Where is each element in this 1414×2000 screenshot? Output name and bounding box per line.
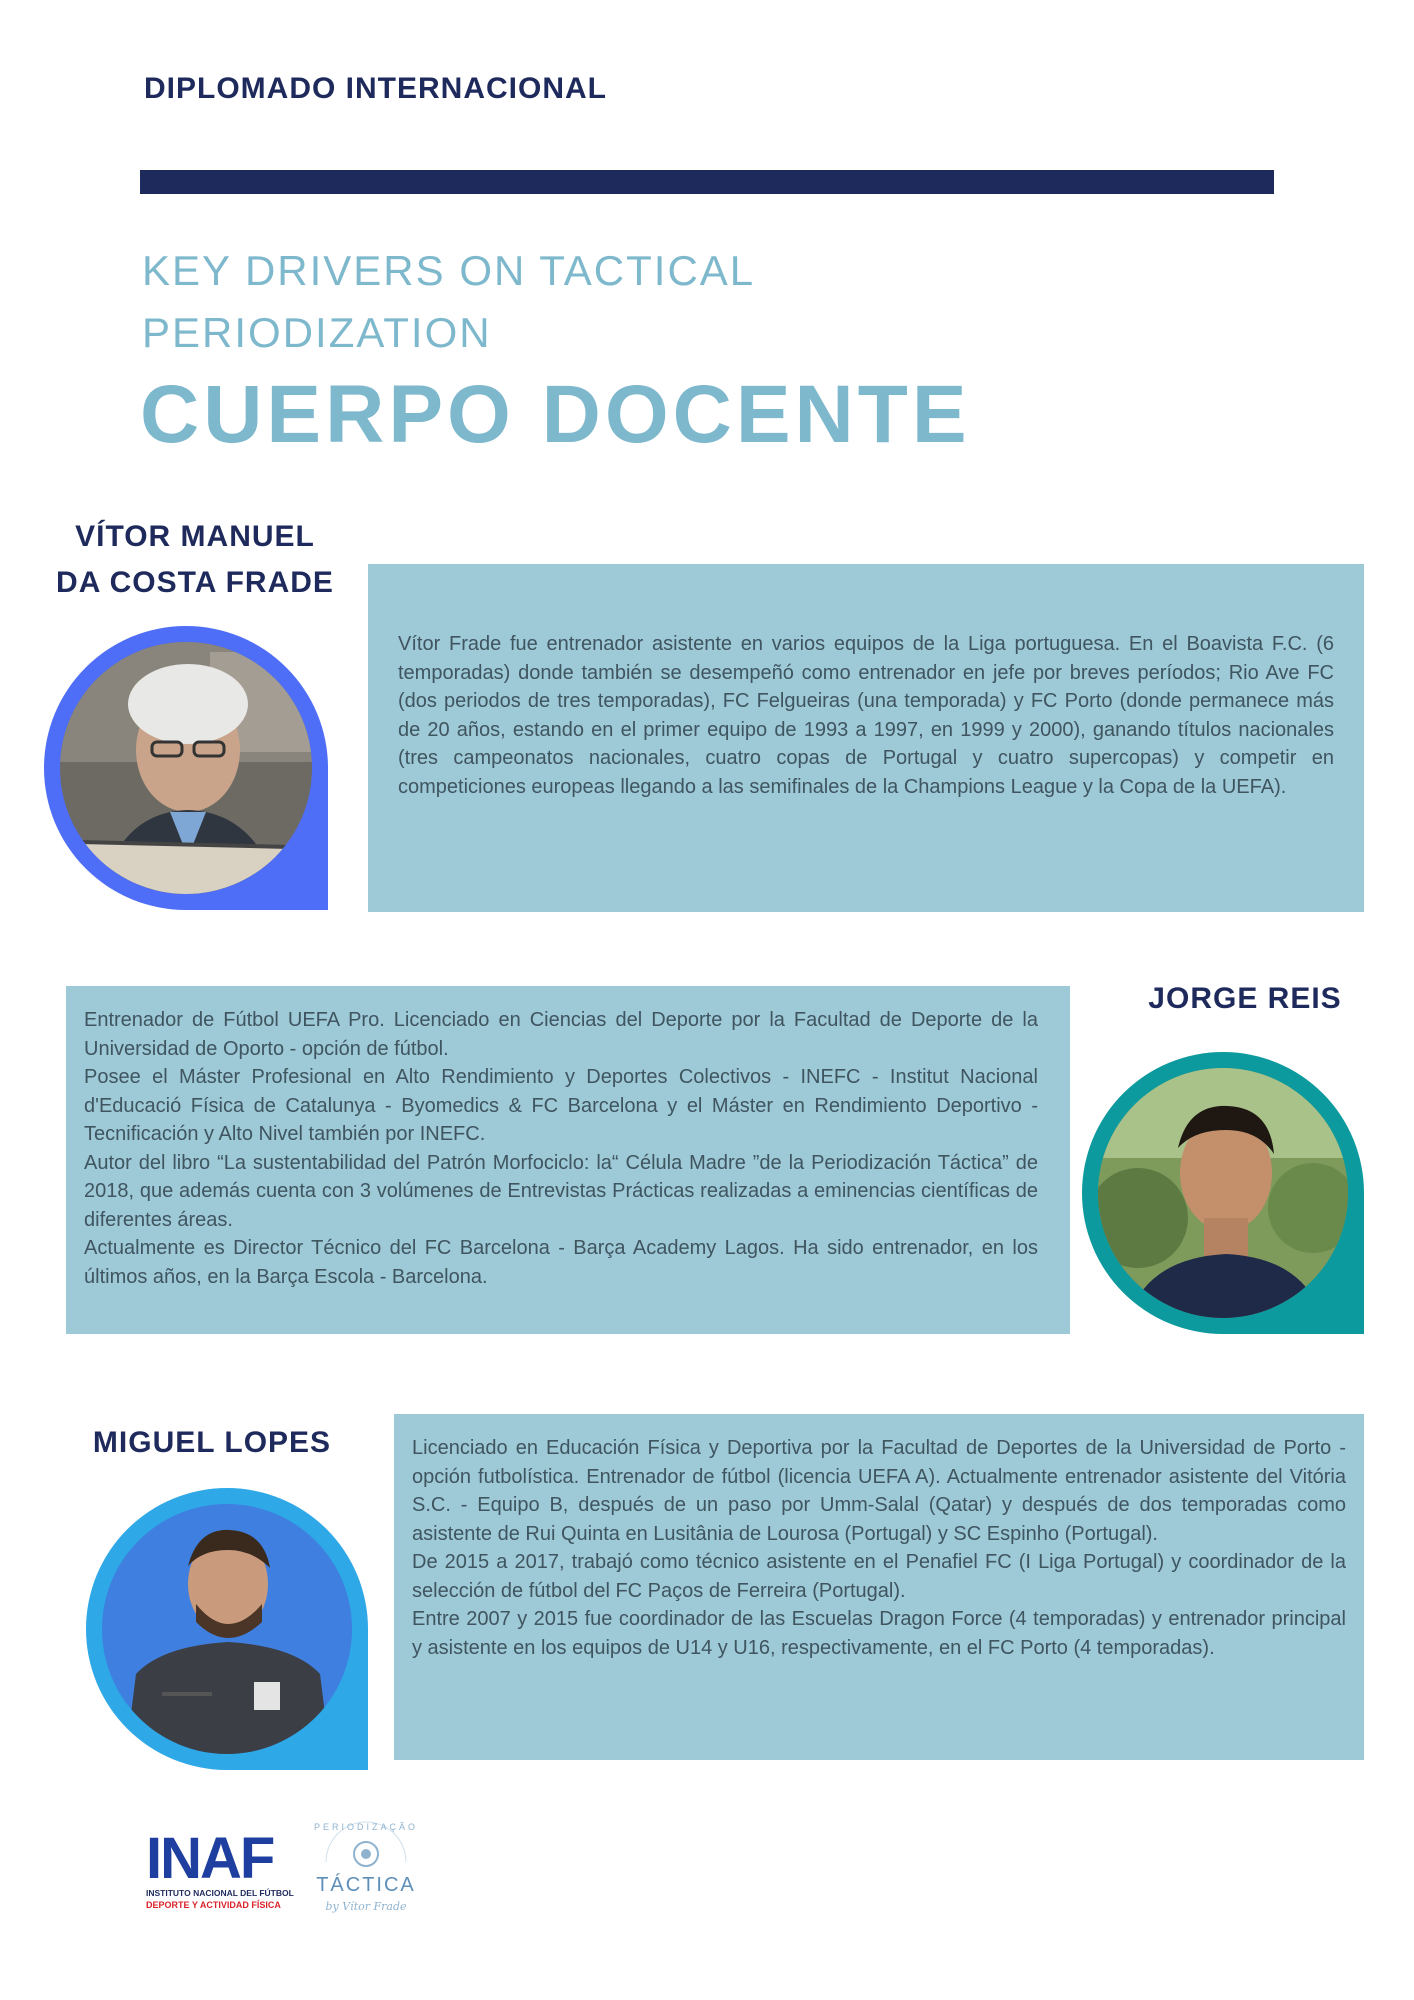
program-label: DIPLOMADO INTERNACIONAL: [144, 72, 607, 105]
bio-paragraph: Autor del libro “La sustentabilidad del Patrón Morfociclo: la“ Célula Madre ”de la Periodización Táctica” de 2018, que además cuenta con 3 volúmenes de Entrevistas Prácticas realizadas a eminencias científicas de diferentes áreas.: [84, 1151, 1038, 1231]
inaf-logo: [146, 1826, 296, 1912]
portrait-miguel: [102, 1504, 352, 1754]
faculty-name-line1: VÍTOR MANUEL: [75, 520, 315, 553]
inaf-logo-subtitle: INSTITUTO NACIONAL DEL FÚTBOL: [146, 1888, 294, 1898]
bio-box-vitor: [368, 564, 1364, 912]
tactica-logo-arc-text: PERIODIZAÇÃO: [313, 1822, 418, 1832]
faculty-name-vitor: [40, 514, 350, 606]
bio-paragraph: Posee el Máster Profesional en Alto Rendimiento y Deportes Colectivos - INEFC - Institut Nacional d'Educació Física de Catalunya - Byomedics & FC Barcelona y el Máster en Rendimiento Deportivo - Tecnificación y Alto Nivel también por INEFC.: [84, 1066, 1038, 1145]
inaf-logo-word: INAF: [146, 1826, 274, 1891]
portrait-vitor: [60, 642, 312, 894]
bio-box-miguel: [394, 1414, 1364, 1760]
bio-paragraph: Actualmente es Director Técnico del FC Barcelona - Barça Academy Lagos. Ha sido entrenador, en los últimos años, en la Barça Escola - Barcelona.: [84, 1237, 1038, 1288]
course-title-line2: PERIODIZATION: [142, 309, 492, 356]
tactica-logo: [304, 1820, 428, 1920]
bio-paragraph: Licenciado en Educación Física y Deportiva por la Facultad de Deportes de la Universidad de Porto - opción futbolística. Entrenador de fútbol (licencia UEFA A). Actualmente entrenador asistente del Vitória S.C. - Equipo B, después de un paso por Umm-Salal (Qatar) y después de dos temporadas como asistente de Rui Quinta en Lusitânia de Lourosa (Portugal) y SC Espinho (Portugal).: [412, 1437, 1346, 1545]
tactica-logo-word: TÁCTICA: [316, 1874, 416, 1896]
portrait-jorge: [1098, 1068, 1348, 1318]
course-title-line1: KEY DRIVERS ON TACTICAL: [142, 247, 756, 294]
header-divider: [140, 170, 1274, 194]
bio-box-jorge: [66, 986, 1070, 1334]
bio-paragraph: Vítor Frade fue entrenador asistente en varios equipos de la Liga portuguesa. En el Boavista F.C. (6 temporadas) donde también se desempeñó como entrenador en jefe por breves períodos; Rio Ave FC (dos periodos de tres temporadas), FC Felgueiras (una temporada) y FC Porto (donde permanece más de 20 años, estando en el primer equipo de 1993 a 1997, en 1999 y 2000), ganando títulos nacionales (tres campeonatos nacionales, cuatro copas de Portugal y cuatro supercopas) y competir en competiciones europeas llegando a las semifinales de la Champions League y la Copa de la UEFA).: [398, 633, 1334, 798]
tactica-logo-signature: by Vítor Frade: [325, 1900, 407, 1913]
bio-paragraph: De 2015 a 2017, trabajó como técnico asistente en el Penafiel FC (I Liga Portugal) y coordinador de la selección de fútbol del FC Paços de Ferreira (Portugal).: [412, 1551, 1346, 1602]
faculty-name-line2: DA COSTA FRADE: [56, 566, 334, 599]
inaf-logo-tagline: DEPORTE Y ACTIVIDAD FÍSICA: [146, 1900, 281, 1910]
bio-paragraph: Entre 2007 y 2015 fue coordinador de las Escuelas Dragon Force (4 temporadas) y entrenador principal y asistente en los equipos de U14 y U16, respectivamente, en el FC Porto (4 temporadas).: [412, 1608, 1346, 1659]
faculty-name-miguel: MIGUEL LOPES: [92, 1426, 332, 1459]
section-title: CUERPO DOCENTE: [140, 369, 971, 460]
bio-paragraph: Entrenador de Fútbol UEFA Pro. Licenciado en Ciencias del Deporte por la Facultad de Deporte de la Universidad de Oporto - opción de fútbol.: [84, 1009, 1038, 1060]
course-title: [142, 240, 902, 364]
faculty-name-jorge: JORGE REIS: [1148, 982, 1342, 1015]
